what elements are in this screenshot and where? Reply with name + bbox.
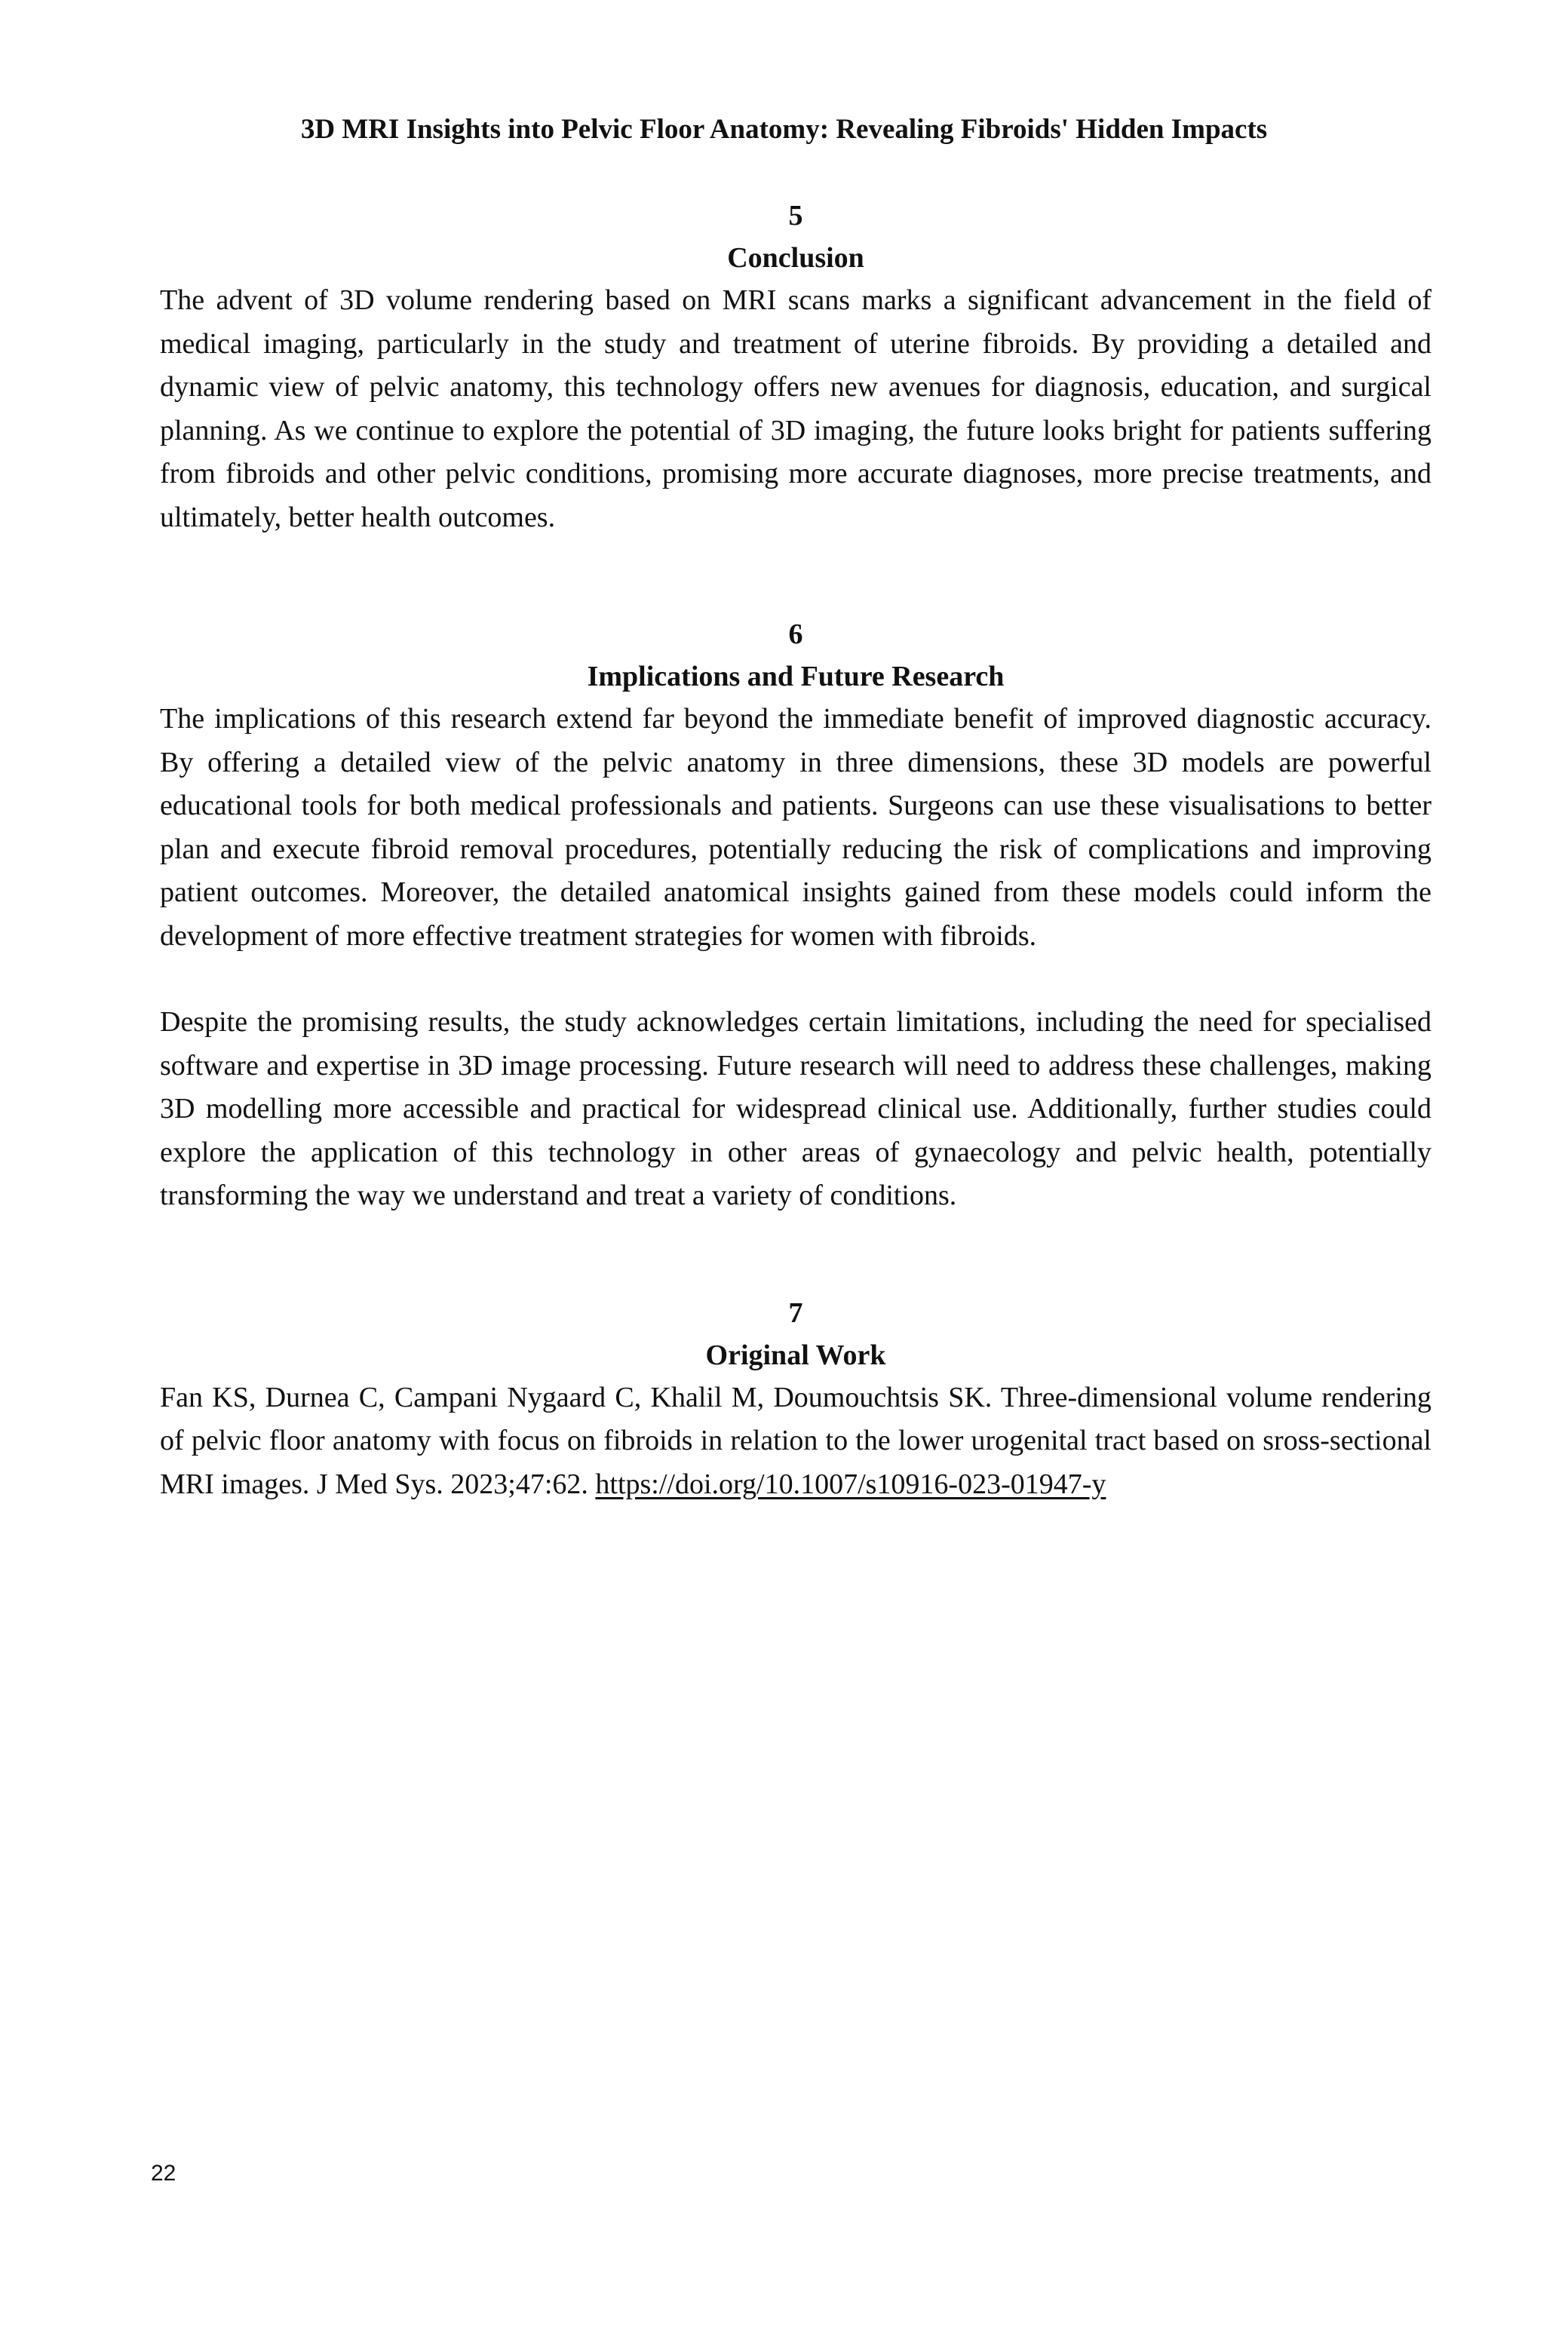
running-header: 3D MRI Insights into Pelvic Floor Anatomy: Revealing Fibroids' Hidden Impacts: [300, 114, 1268, 145]
section-number: 7: [788, 1296, 803, 1329]
paragraph: The advent of 3D volume rendering based on MRI scans marks a significant advancement in the field of medical imaging, particularly in the study and treatment of uterine fibroids. By providing a detailed and dynamic view of pelvic anatomy, this technology offers new avenues for diagnosis, education, and surgical planning. As we continue to explore the potential of 3D imaging, the future looks bright for patients suffering from fibroids and other pelvic conditions, promising more accurate diagnoses, more precise treatments, and ultimately, better health outcomes.: [160, 284, 1431, 533]
citation: [160, 1376, 1431, 1507]
paragraph: Despite the promising results, the study acknowledges certain limitations, including the need for specialised software and expertise in 3D image processing. Future research will need to address these challenges, making 3D modelling more accessible and practical for widespread clinical use. Additionally, further studies could explore the application of this technology in other areas of gynaecology and pelvic health, potentially transforming the way we understand and treat a variety of conditions.: [160, 1006, 1431, 1211]
page-content: [160, 195, 1431, 1506]
citation-text: Fan KS, Durnea C, Campani Nygaard C, Khalil M, Doumouchtsis SK. Three-dimensional volume rendering of pelvic floor anatomy with focus on fibroids in relation to the lower urogenital tract based on sross-sectional MRI images. J Med Sys. 2023;47:62.: [160, 1381, 1431, 1500]
section-number: 6: [788, 618, 803, 650]
section-number: 5: [788, 200, 803, 232]
section-title: Implications and Future Research: [587, 661, 1005, 692]
paragraph: The implications of this research extend far beyond the immediate benefit of improved diagnostic accuracy. By offering a detailed view of the pelvic anatomy in three dimensions, these 3D models are powerful educational tools for both medical professionals and patients. Surgeons can use these visualisations to better plan and execute fibroid removal procedures, potentially reducing the risk of complications and improving patient outcomes. Moreover, the detailed anatomical insights gained from these models could inform the development of more effective treatment strategies for women with fibroids.: [160, 703, 1431, 952]
section-title: Conclusion: [727, 242, 864, 274]
page-number: 22: [151, 2161, 176, 2186]
section-implications: [160, 613, 1431, 1218]
section-title: Original Work: [705, 1339, 886, 1371]
section-conclusion: [160, 195, 1431, 539]
doi-link[interactable]: https://doi.org/10.1007/s10916-023-01947-y: [595, 1468, 1106, 1500]
section-original-work: [160, 1292, 1431, 1507]
